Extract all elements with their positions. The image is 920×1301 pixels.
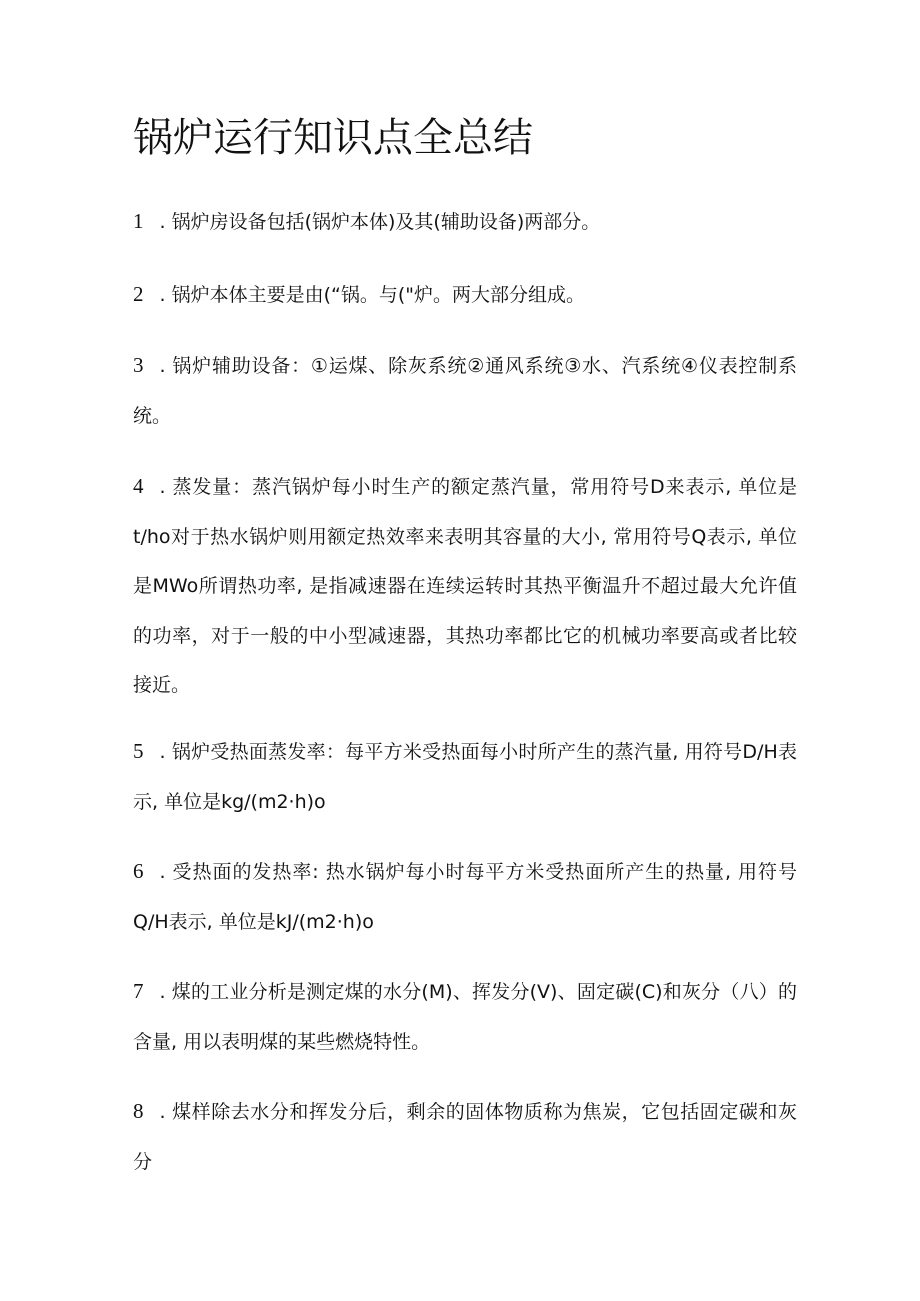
item-number: 1	[133, 209, 144, 233]
list-item	[133, 967, 797, 1067]
item-text: . 蒸发量：蒸汽锅炉每小时生产的额定蒸汽量，常用符号D来表示, 单位是t/ho对于热水锅炉则用额定热效率来表明其容量的大小, 常用符号Q表示, 单位是MWo所谓热功率, 是指减速器在连续运转时其热平衡温升不超过最大允许值的功率，对于一般的中小型减速器，其热功率都比它的机械功率要高或者比较接近。	[133, 476, 797, 696]
item-number: 4	[133, 474, 144, 498]
item-number: 6	[133, 859, 144, 883]
list-item	[133, 1087, 797, 1187]
list-item	[133, 197, 797, 248]
item-text: . 煤样除去水分和挥发分后，剩余的固体物质称为焦炭，它包括固定碳和灰分	[133, 1101, 797, 1173]
item-text: . 锅炉受热面蒸发率：每平方米受热面每小时所产生的蒸汽量, 用符号D/H表示, 单位是kg/(m2·h)o	[133, 741, 797, 813]
item-text: . 锅炉房设备包括(锅炉本体)及其(辅助设备)两部分。	[159, 211, 601, 233]
document-title: 锅炉运行知识点全总结	[133, 115, 533, 161]
item-text: . 受热面的发热率: 热水锅炉每小时每平方米受热面所产生的热量, 用符号Q/H表示, 单位是kJ/(m2·h)o	[133, 861, 797, 933]
list-item	[133, 847, 797, 947]
list-item	[133, 462, 797, 711]
list-item	[133, 727, 797, 827]
item-number: 2	[133, 282, 144, 306]
item-number: 7	[133, 979, 144, 1003]
list-item	[133, 341, 797, 441]
list-item	[133, 270, 797, 321]
item-text: . 锅炉辅助设备：①运煤、除灰系统②通风系统③水、汽系统④仪表控制系统。	[133, 355, 797, 427]
item-number: 5	[133, 739, 144, 763]
item-text: . 煤的工业分析是测定煤的水分(M)、挥发分(V)、固定碳(C)和灰分（八）的含量, 用以表明煤的某些燃烧特性。	[133, 981, 797, 1053]
item-number: 3	[133, 353, 144, 377]
item-number: 8	[133, 1099, 144, 1123]
item-text: . 锅炉本体主要是由(“锅。与("炉。两大部分组成。	[159, 284, 585, 306]
